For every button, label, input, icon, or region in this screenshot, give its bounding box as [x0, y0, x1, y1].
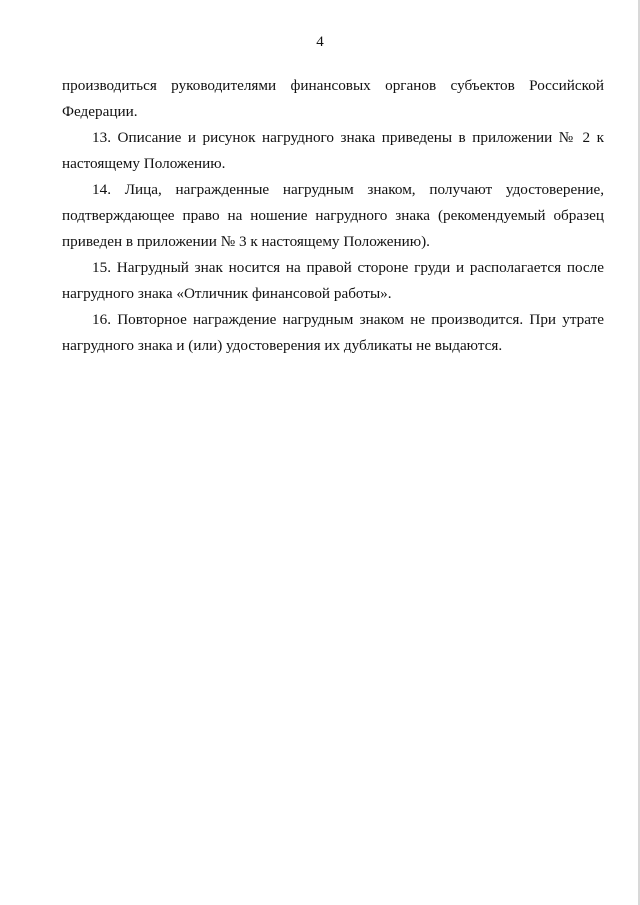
paragraph-14: 14. Лица, награжденные нагрудным знаком, получают удостоверение, подтверждающее право на ношение нагрудного знака (рекомендуемый образец приведен в приложении № 3 к настоящему Положению).: [62, 181, 604, 250]
paragraph-continued: производиться руководителями финансовых органов субъектов Российской Федерации.: [62, 77, 604, 120]
paragraph-15: 15. Нагрудный знак носится на правой стороне груди и располагается после нагрудного знака «Отличник финансовой работы».: [62, 259, 604, 302]
paragraph-13: 13. Описание и рисунок нагрудного знака приведены в приложении № 2 к настоящему Положению.: [62, 129, 604, 172]
document-body: [62, 73, 604, 359]
page-number: 4: [316, 34, 324, 50]
paragraph-16: 16. Повторное награждение нагрудным знаком не производится. При утрате нагрудного знака и (или) удостоверения их дубликаты не выдаются.: [62, 311, 604, 354]
